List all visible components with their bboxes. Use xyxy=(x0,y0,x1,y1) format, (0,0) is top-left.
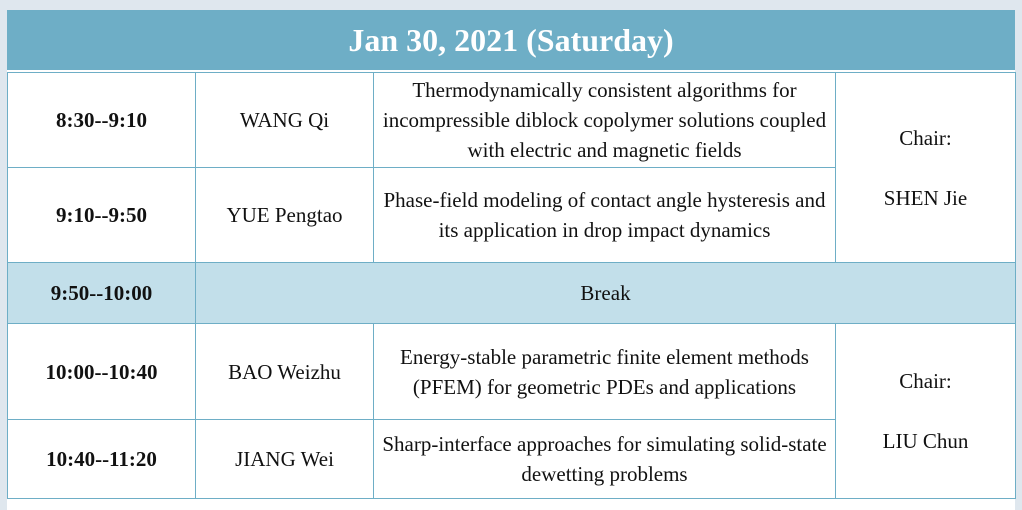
session-time: 9:10--9:50 xyxy=(8,168,196,263)
session-talk-title: Sharp-interface approaches for simulating solid-state dewetting problems xyxy=(374,420,836,499)
session-chair-cell xyxy=(836,324,1016,499)
break-label: Break xyxy=(196,263,1016,324)
session-talk-title: Energy-stable parametric finite element methods (PFEM) for geometric PDEs and applications xyxy=(374,324,836,420)
chair-label: Chair: xyxy=(899,369,952,393)
session-talk-title: Phase-field modeling of contact angle hysteresis and its application in drop impact dynamics xyxy=(374,168,836,263)
session-speaker: WANG Qi xyxy=(196,73,374,168)
session-speaker: JIANG Wei xyxy=(196,420,374,499)
table-row xyxy=(8,324,1016,420)
schedule-table xyxy=(7,72,1016,499)
schedule-title: Jan 30, 2021 (Saturday) xyxy=(7,10,1015,70)
schedule-card xyxy=(7,10,1015,510)
session-time: 8:30--9:10 xyxy=(8,73,196,168)
session-speaker: YUE Pengtao xyxy=(196,168,374,263)
break-row xyxy=(8,263,1016,324)
session-speaker: BAO Weizhu xyxy=(196,324,374,420)
session-chair-cell xyxy=(836,73,1016,263)
chair-label: Chair: xyxy=(899,125,952,150)
session-talk-title: Thermodynamically consistent algorithms for incompressible diblock copolymer solutions coupled with electric and magnetic fields xyxy=(374,73,836,168)
chair-name: LIU Chun xyxy=(882,429,969,453)
session-time: 10:40--11:20 xyxy=(8,420,196,499)
break-time: 9:50--10:00 xyxy=(8,263,196,324)
chair-name: SHEN Jie xyxy=(883,185,968,210)
session-time: 10:00--10:40 xyxy=(8,324,196,420)
table-row xyxy=(8,73,1016,168)
